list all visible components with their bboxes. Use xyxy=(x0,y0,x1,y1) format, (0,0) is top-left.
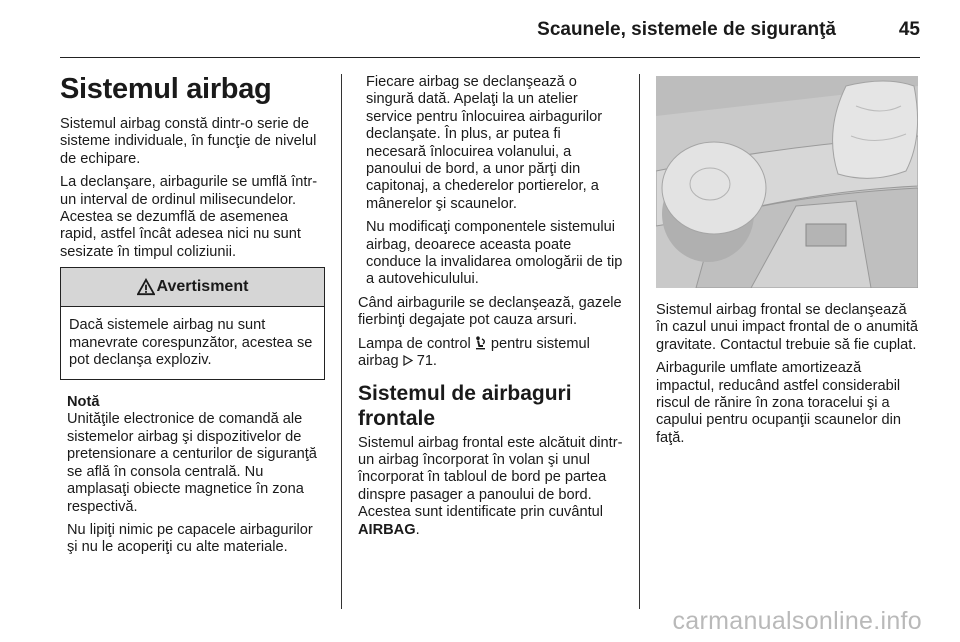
paragraph: Când airbagurile se declanşează, gazele fierbinţi degajate pot cauza arsuri. xyxy=(358,294,622,329)
watermark-text: carmanualsonline.info xyxy=(672,607,922,635)
column-2 xyxy=(358,74,624,545)
warning-text: Dacă sistemele airbag nu sunt manevrate corespunzător, acestea se pot declanşa exploziv. xyxy=(69,317,313,369)
section-heading: Sistemul airbag xyxy=(60,73,272,105)
paragraph: La declanşare, airbagurile se umflă într-un interval de ordinul milisecundelor. Acestea se dezumflă de asemenea rapid, astfel încât adesea nici nu sunt sesizate în timpul coliziunii. xyxy=(60,174,318,260)
warning-title: Avertisment xyxy=(156,278,249,296)
warning-triangle-icon xyxy=(137,278,155,296)
page-reference-icon xyxy=(403,355,413,366)
note-body xyxy=(60,411,325,556)
paragraph: Sistemul airbag constă dintr-o serie de sisteme individuale, în funcţie de nivelul de echipare. xyxy=(60,116,317,167)
paragraph: Nu modificaţi componentele sistemului airbag, deoarece aceasta poate conduce la invalidarea omologării de tip a autovehiculului. xyxy=(366,219,623,288)
paragraph: Nu lipiţi nimic pe capacele airbagurilor şi nu le acoperiţi cu alte materiale. xyxy=(67,521,313,556)
page-number: 45 xyxy=(898,19,920,40)
warning-body xyxy=(61,307,324,379)
column-divider xyxy=(639,74,640,609)
text-span: Lampa de control xyxy=(358,335,471,352)
column-3 xyxy=(656,76,922,453)
paragraph: Fiecare airbag se declanşează o singură dată. Apelaţi la un atelier service pentru înlocuirea airbagurilor declanşate. În plus, ar putea fi necesară înlocuirea volanului, a panoului de bord, a unor părţi din capitonaj, a chederelor portierelor, a mânerelor şi scaunelor. xyxy=(366,74,603,212)
airbag-illustration-graphic xyxy=(656,76,918,288)
warning-continuation xyxy=(358,74,624,289)
paragraph: Sistemul airbag frontal se declanşează în cazul unui impact frontal de o anumită gravitate. Contactul trebuie să fie cuplat. xyxy=(656,302,919,353)
text-span: Sistemul airbag frontal este alcătuit dintr-un airbag încorporat în volan şi unul încorporat în tabloul de bord pe partea dinspre pasager a panoului de bord. Acestea sunt identificate prin cuvântul xyxy=(358,434,623,521)
paragraph: Unităţile electronice de comandă ale sistemelor airbag şi dispozitivelor de pretensionare a centurilor de siguranţă se află în consola centrală. Nu amplasaţi obiecte magnetice în zona respectivă. xyxy=(67,411,317,515)
paragraph: Airbagurile umflate amortizează impactul, reducând astfel considerabil riscul de rănire în zona toracelui şi a capului pentru ocupanţii scaunelor din faţă. xyxy=(656,360,902,446)
page-header xyxy=(60,0,920,58)
text-span: pentru sistemul airbag xyxy=(358,335,590,370)
text-span: . xyxy=(415,521,420,538)
warning-box xyxy=(60,267,325,380)
column-divider xyxy=(341,74,342,609)
page-reference-link[interactable]: 71. xyxy=(416,353,437,370)
airbag-warning-lamp-icon xyxy=(475,336,487,350)
keyword-airbag: AIRBAG xyxy=(358,521,416,538)
note-label: Notă xyxy=(67,394,100,411)
front-airbags-illustration xyxy=(656,76,918,288)
paragraph xyxy=(358,435,624,539)
column-1 xyxy=(60,74,325,563)
header-title: Scaunele, sistemele de siguranţă xyxy=(537,19,836,40)
warning-header xyxy=(61,268,324,307)
paragraph xyxy=(358,336,624,371)
section-heading: Sistemul de airbaguri frontale xyxy=(358,381,572,430)
